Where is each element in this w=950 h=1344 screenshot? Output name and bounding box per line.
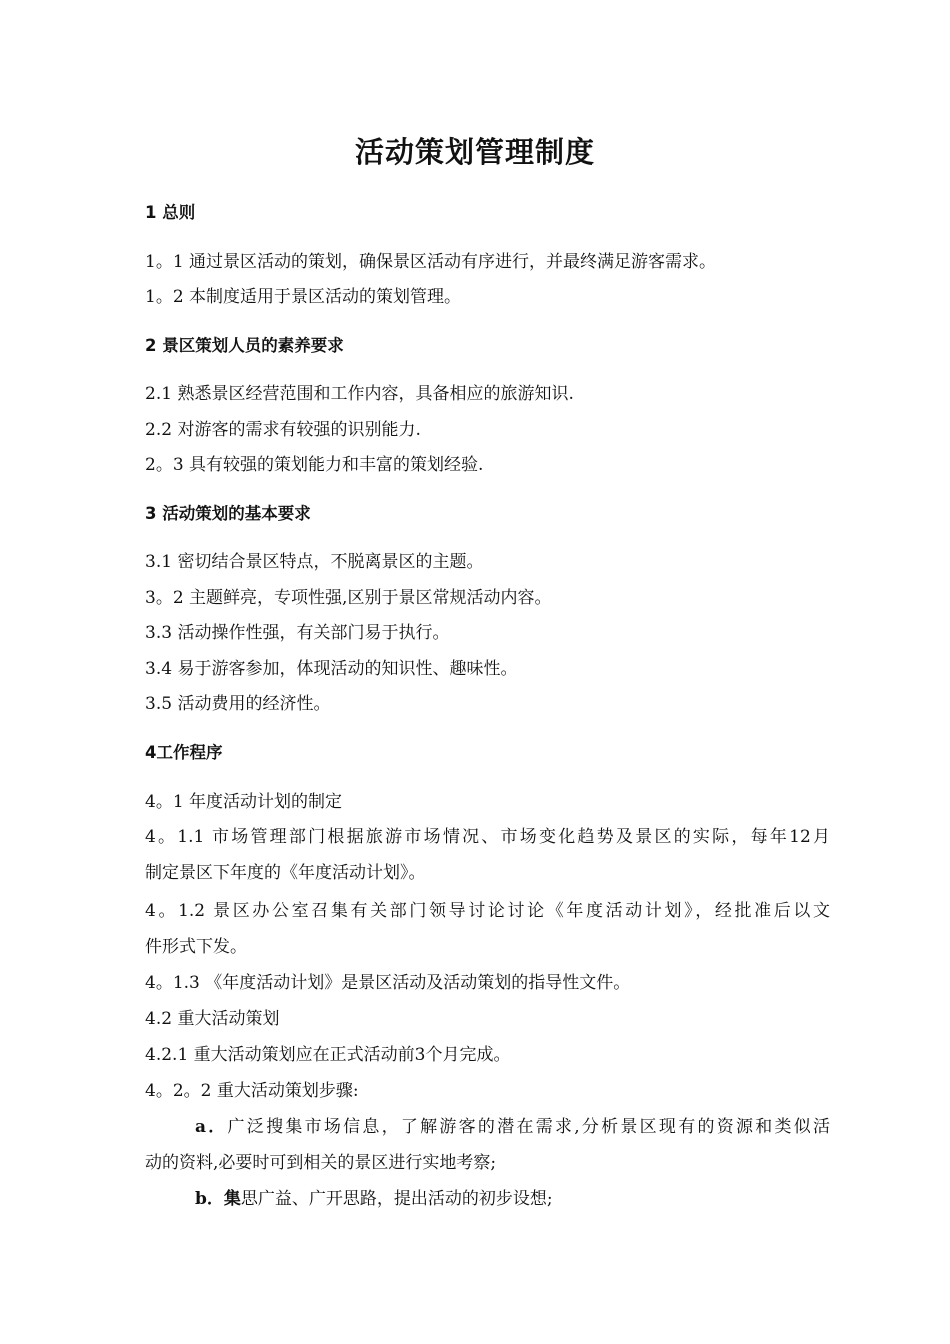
paragraph-3-3: 3.3 活动操作性强，有关部门易于执行。 xyxy=(145,623,450,643)
list-marker-a: a． xyxy=(195,1117,228,1137)
paragraph-3-1: 3.1 密切结合景区特点，不脱离景区的主题。 xyxy=(145,552,484,572)
paragraph-4-1-1-line2: 制定景区下年度的《年度活动计划》。 xyxy=(145,863,426,883)
paragraph-4-1-2-line1: 4。1.2 景区办公室召集有关部门领导讨论讨论《年度活动计划》，经批准后以文 xyxy=(145,901,830,921)
document-title: 活动策划管理制度 xyxy=(354,135,595,169)
paragraph-1-2: 1。2 本制度适用于景区活动的策划管理。 xyxy=(145,287,462,307)
paragraph-2-3: 2。3 具有较强的策划能力和丰富的策划经验. xyxy=(145,455,484,475)
paragraph-2-1: 2.1 熟悉景区经营范围和工作内容，具备相应的旅游知识. xyxy=(145,384,574,404)
list-item-b-lead-char: 集 xyxy=(223,1189,241,1209)
paragraph-3-4: 3.4 易于游客参加，体现活动的知识性、趣味性。 xyxy=(145,659,518,679)
section-heading-3: 3 活动策划的基本要求 xyxy=(145,504,311,523)
paragraph-3-5: 3.5 活动费用的经济性。 xyxy=(145,694,331,714)
paragraph-1-1: 1。1 通过景区活动的策划，确保景区活动有序进行，并最终满足游客需求。 xyxy=(145,252,717,272)
list-item-a-line2: 动的资料,必要时可到相关的景区进行实地考察; xyxy=(145,1153,497,1173)
paragraph-4-2-2: 4。2。2 重大活动策划步骤: xyxy=(145,1081,359,1101)
section-heading-1: 1 总则 xyxy=(145,203,196,222)
paragraph-4-1-2-line2: 件形式下发。 xyxy=(145,937,247,957)
paragraph-2-2: 2.2 对游客的需求有较强的识别能力. xyxy=(145,420,421,440)
paragraph-4-2-1: 4.2.1 重大活动策划应在正式活动前3个月完成。 xyxy=(145,1045,511,1065)
paragraph-4-1-1-line1: 4。1.1 市场管理部门根据旅游市场情况、市场变化趋势及景区的实际，每年12月 xyxy=(145,827,830,847)
paragraph-4-1: 4。1 年度活动计划的制定 xyxy=(145,792,343,812)
paragraph-4-1-3: 4。1.3 《年度活动计划》是景区活动及活动策划的指导性文件。 xyxy=(145,973,631,993)
list-item-a-line1 xyxy=(195,1115,830,1139)
list-item-b xyxy=(195,1187,553,1211)
section-heading-4: 4工作程序 xyxy=(145,743,223,762)
list-marker-b: b． xyxy=(195,1189,224,1209)
paragraph-3-2: 3。2 主题鲜亮，专项性强,区别于景区常规活动内容。 xyxy=(145,588,552,608)
section-heading-2: 2 景区策划人员的素养要求 xyxy=(145,336,344,355)
list-item-a-text: 广泛搜集市场信息，了解游客的潜在需求,分析景区现有的资源和类似活 xyxy=(227,1117,831,1137)
list-item-b-text: 思广益、广开思路，提出活动的初步设想; xyxy=(240,1189,553,1209)
paragraph-4-2: 4.2 重大活动策划 xyxy=(145,1009,280,1029)
